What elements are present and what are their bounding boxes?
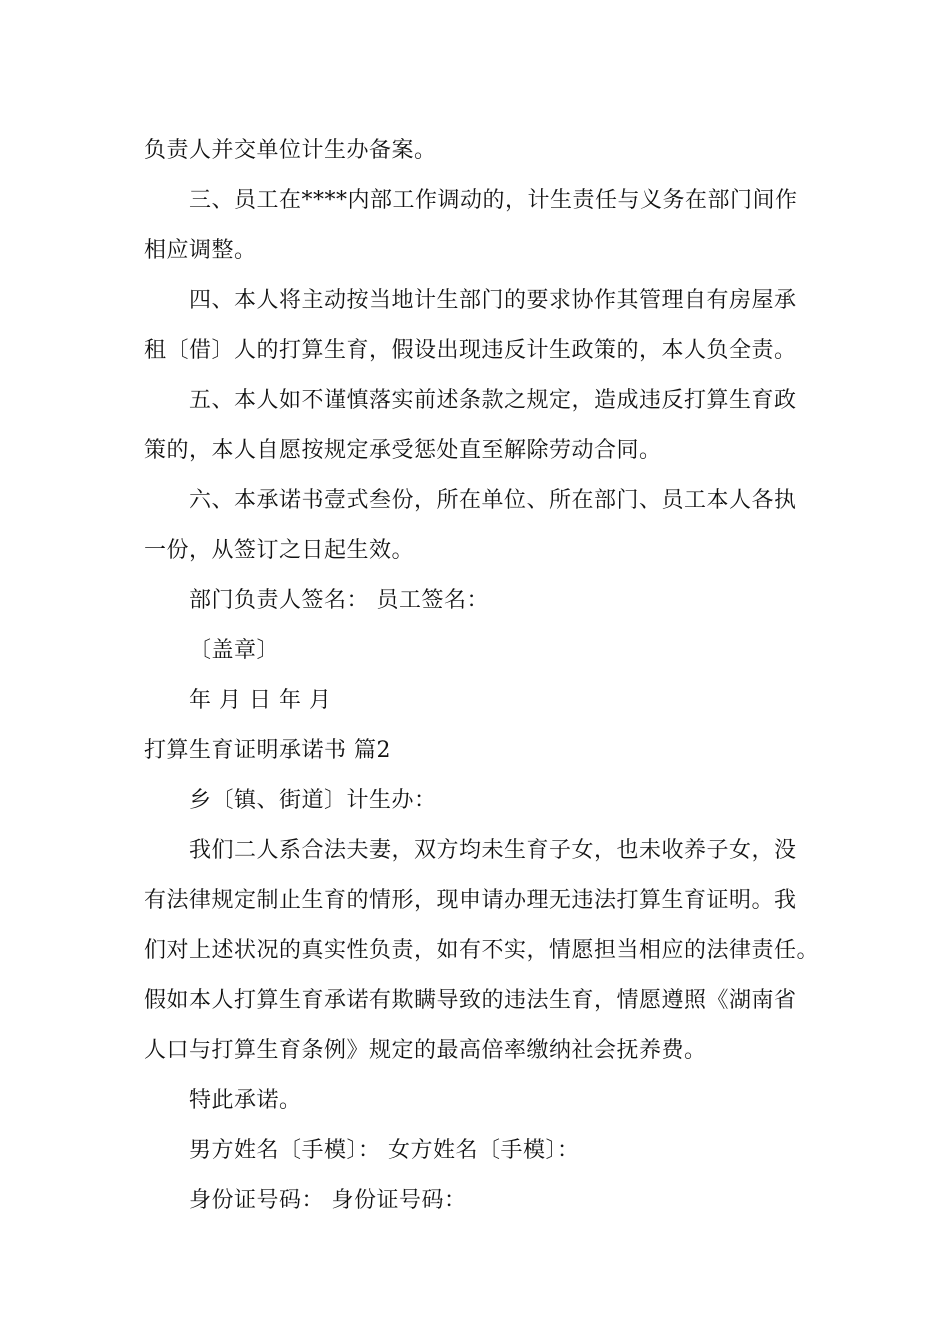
id-number-line: 身份证号码： 身份证号码：: [189, 1188, 467, 1213]
text-line: 三、员工在****内部工作调动的，计生责任与义务在部门间作: [189, 188, 798, 213]
text-line: 人口与打算生育条例》规定的最高倍率缴纳社会抚养费。: [144, 1038, 707, 1063]
text-line: 一份，从签订之日起生效。: [144, 538, 415, 563]
text-line: 相应调整。: [144, 238, 257, 263]
text-line: 负责人并交单位计生办备案。: [144, 138, 437, 163]
addressee-line: 乡〔镇、街道〕计生办：: [189, 788, 437, 813]
closing-line: 特此承诺。: [189, 1088, 302, 1113]
text-line: 六、本承诺书壹式叁份，所在单位、所在部门、员工本人各执: [189, 488, 797, 513]
date-line: 年 月 日 年 月: [189, 688, 332, 713]
seal-line: 〔盖章〕: [189, 638, 280, 663]
text-line: 假如本人打算生育承诺有欺瞒导致的违法生育，情愿遵照《湖南省: [144, 988, 797, 1013]
text-line: 租〔借〕人的打算生育，假设出现违反计生政策的，本人负全责。: [144, 338, 797, 363]
text-line: 策的，本人自愿按规定承受惩处直至解除劳动合同。: [144, 438, 662, 463]
text-line: 五、本人如不谨慎落实前述条款之规定，造成违反打算生育政: [189, 388, 797, 413]
name-signature-line: 男方姓名〔手模〕： 女方姓名〔手模〕：: [189, 1138, 580, 1163]
text-line: 我们二人系合法夫妻，双方均未生育子女，也未收养子女，没: [189, 838, 797, 863]
signature-line: 部门负责人签名： 员工签名：: [189, 588, 489, 613]
text-line: 们对上述状况的真实性负责，如有不实，情愿担当相应的法律责任。: [144, 938, 820, 963]
text-line: 有法律规定制止生育的情形，现申请办理无违法打算生育证明。我: [144, 888, 797, 913]
text-line: 四、本人将主动按当地计生部门的要求协作其管理自有房屋承: [189, 288, 797, 313]
section-heading: 打算生育证明承诺书 篇2: [144, 738, 391, 763]
